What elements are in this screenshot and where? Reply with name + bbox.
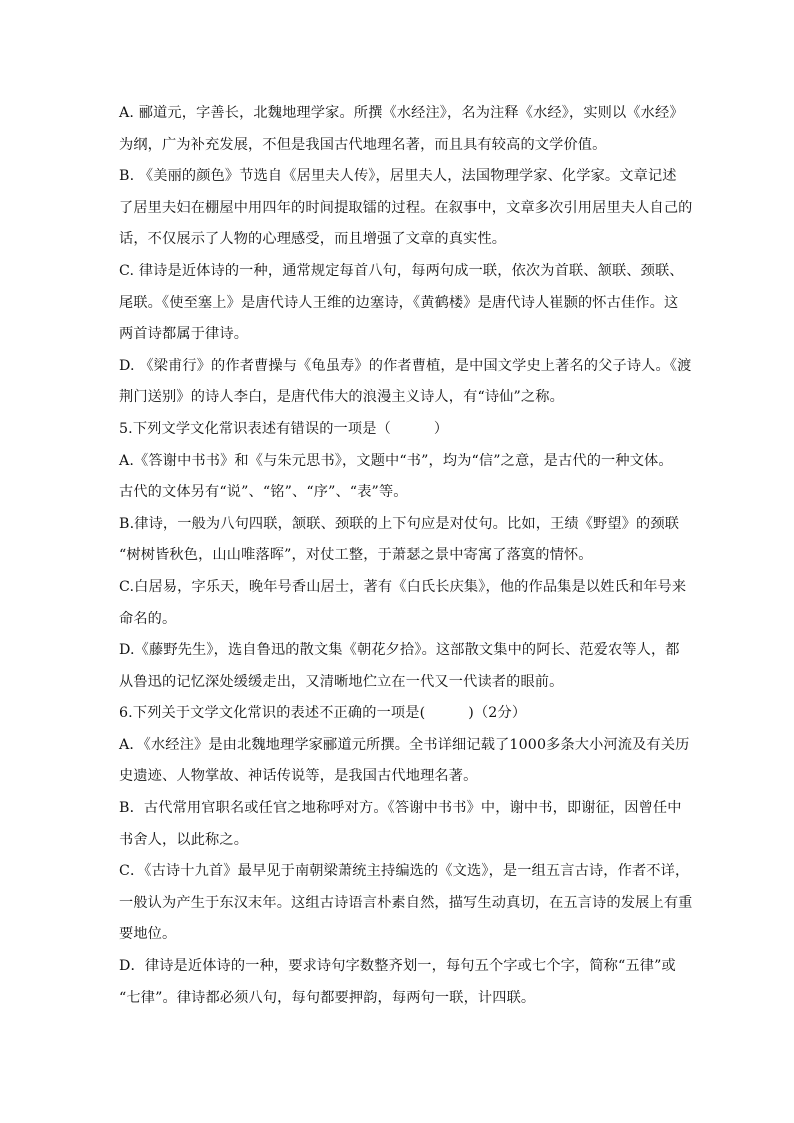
question-6-title: 6.下列关于文学文化常识的表述不正确的一项是( )（2分）	[119, 705, 527, 722]
text-line: B. 《美丽的颜色》节选自《居里夫人传》，居里夫人，法国物理学家、化学家。文章记述	[119, 168, 677, 185]
text-line: “树树皆秋色，山山唯落晖”，对仗工整，于萧瑟之景中寄寓了落寞的情怀。	[119, 547, 593, 564]
text-line: 话，不仅展示了人物的心理感受，而且增强了文章的真实性。	[119, 231, 507, 248]
text-line: 要地位。	[119, 926, 177, 943]
text-line: 了居里夫妇在棚屋中用四年的时间提取镭的过程。在叙事中，文章多次引用居里夫人自己的	[119, 199, 693, 216]
text-line: D．律诗是近体诗的一种，要求诗句字数整齐划一，每句五个字或七个字，简称“五律”或	[119, 958, 676, 975]
text-line: D.《藤野先生》，选自鲁迅的散文集《朝花夕拾》。这部散文集中的阿长、范爱农等人，都	[119, 642, 680, 659]
text-line: 荆门送别》的诗人李白，是唐代伟大的浪漫主义诗人，有“诗仙”之称。	[119, 389, 564, 406]
text-line: 从鲁迅的记忆深处缓缓走出，又清晰地伫立在一代又一代读者的眼前。	[119, 673, 564, 690]
question-5-title: 5.下列文学文化常识表述有错误的一项是（ ）	[119, 420, 449, 437]
text-line: 史遗迹、人物掌故、神话传说等，是我国古代地理名著。	[119, 768, 478, 785]
text-line: D. 《梁甫行》的作者曹操与《龟虽寿》的作者曹植，是中国文学史上著名的父子诗人。《渡	[119, 357, 692, 374]
text-line: A. 郦道元，字善长，北魏地理学家。所撰《水经注》，名为注释《水经》，实则以《水经》	[119, 105, 684, 121]
text-line: 古代的文体另有“说”、“铭”、“序”、“表”等。	[119, 484, 408, 501]
text-line: B．古代常用官职名或任官之地称呼对方。《答谢中书书》中，谢中书，即谢征，因曾任中	[119, 800, 682, 817]
text-line: C.白居易，字乐天，晚年号香山居士，著有《白氏长庆集》，他的作品集是以姓氏和年号来	[119, 578, 687, 595]
text-line: C. 律诗是近体诗的一种，通常规定每首八句，每两句成一联，依次为首联、颔联、颈联、	[119, 262, 684, 279]
text-line: 命名的。	[119, 610, 177, 627]
text-line: 两首诗都属于律诗。	[119, 326, 249, 343]
text-line: 一般认为产生于东汉末年。这组古诗语言朴素自然，描写生动真切，在五言诗的发展上有重	[119, 894, 693, 911]
text-line: C．《古诗十九首》最早见于南朝梁萧统主持编选的《文选》，是一组五言古诗，作者不详，	[119, 863, 690, 880]
text-line: “七律”。律诗都必须八句，每句都要押韵，每两句一联，计四联。	[119, 989, 536, 1006]
text-line: 尾联。《使至塞上》是唐代诗人王维的边塞诗，《黄鹤楼》是唐代诗人崔颢的怀古佳作。这	[119, 294, 679, 311]
text-line: 为纲，广为补充发展，不但是我国古代地理名著，而且具有较高的文学价值。	[119, 136, 607, 153]
text-line: B.律诗，一般为八句四联，颔联、颈联的上下句应是对仗句。比如，王绩《野望》的颈联	[119, 515, 680, 532]
text-line: 书舍人，以此称之。	[119, 831, 249, 848]
text-line: A．《水经注》是由北魏地理学家郦道元所撰。全书详细记载了1000多条大小河流及有关历	[119, 736, 690, 753]
text-line: A.《答谢中书书》和《与朱元思书》，文题中“书”，均为“信”之意，是古代的一种文体。	[119, 452, 673, 469]
